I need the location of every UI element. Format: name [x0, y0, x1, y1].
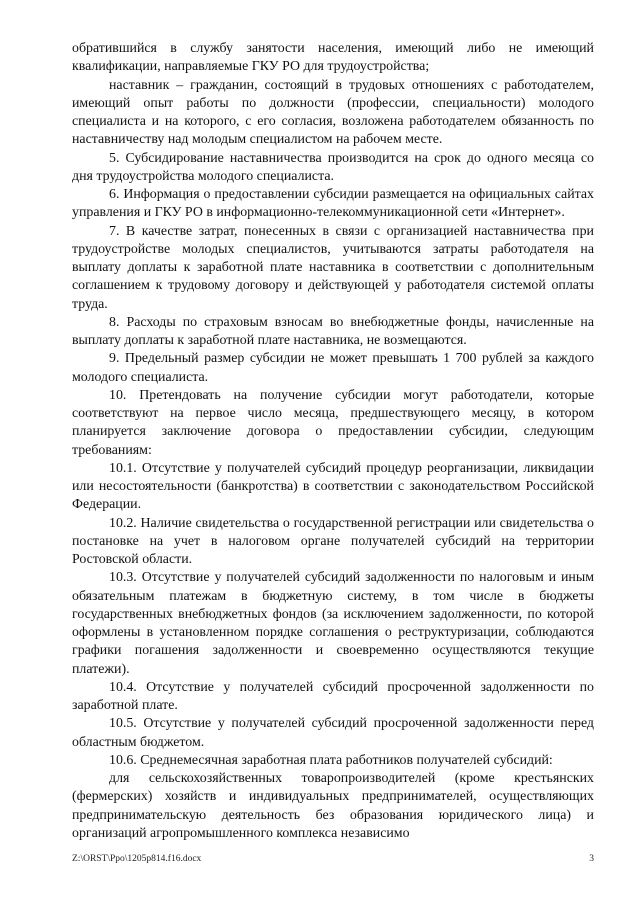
- paragraph-7: 9. Предельный размер субсидии не может превышать 1 700 рублей за каждого молодого специалиста.: [72, 351, 594, 385]
- paragraph-13: 10.5. Отсутствие у получателей субсидий просроченной задолженности перед областным бюджетом.: [72, 716, 594, 750]
- paragraph-9: 10.1. Отсутствие у получателей субсидий процедур реорганизации, ликвидации или несостоятельности (банкротства) в соответствии с законодательством Российской Федерации.: [72, 460, 594, 513]
- paragraph-1: обратившийся в службу занятости населения, имеющий либо не имеющий квалификации, направляемые ГКУ РО для трудоустройства;: [72, 41, 594, 75]
- paragraph-2: наставник – гражданин, состоящий в трудовых отношениях с работодателем, имеющий опыт работы по должности (профессии, специальности) молодого специалиста и на которого, с его согласия, возложена работодателем обязанность по наставничеству над молодым специалистом на рабочем месте.: [72, 77, 594, 148]
- paragraph-11: 10.3. Отсутствие у получателей субсидий задолженности по налоговым и иным обязательным платежам в бюджетную систему, в том числе в бюджеты государственных внебюджетных фондов (за исключением задолженности, по которой оформлены в установленном порядке соглашения о реструктуризации, соблюдаются графики погашения задолженности и своевременно осуществляются текущие платежи).: [72, 570, 594, 677]
- paragraph-12: 10.4. Отсутствие у получателей субсидий просроченной задолженности по заработной плате.: [72, 679, 594, 713]
- page-number: 3: [589, 854, 594, 864]
- paragraph-4: 6. Информация о предоставлении субсидии размещается на официальных сайтах управления и ГКУ РО в информационно-телекоммуникационной сети «Интернет».: [72, 187, 594, 221]
- paragraph-10: 10.2. Наличие свидетельства о государственной регистрации или свидетельства о постановке на учет в налоговом органе получателей субсидий на территории Ростовской области.: [72, 515, 594, 567]
- paragraph-15: для сельскохозяйственных товаропроизводителей (кроме крестьянских (фермерских) хозяйств и индивидуальных предпринимателей, осуществляющих предпринимательскую деятельность без образования юридического лица) и организаций агропромышленного комплекса независимо: [72, 771, 594, 841]
- paragraph-8: 10. Претендовать на получение субсидии могут работодатели, которые соответствуют на первое число месяца, предшествующего месяцу, в котором планируется заключение договора о предоставлении субсидии, следующим требованиям:: [72, 387, 594, 458]
- paragraph-6: 8. Расходы по страховым взносам во внебюджетные фонды, начисленные на выплату доплаты к заработной плате наставника, не возмещаются.: [72, 314, 594, 348]
- paragraph-3: 5. Субсидирование наставничества производится на срок до одного месяца со дня трудоустройства молодого специалиста.: [72, 150, 594, 184]
- document-body: [72, 40, 594, 843]
- paragraph-5: 7. В качестве затрат, понесенных в связи с организацией наставничества при трудоустройстве молодых специалистов, учитываются затраты работодателя на выплату доплаты к заработной плате наставника в соответствии с дополнительным соглашением к трудовому договору и действующей у работодателя системой оплаты труда.: [72, 223, 594, 312]
- paragraph-14: 10.6. Среднемесячная заработная плата работников получателей субсидий:: [109, 752, 553, 768]
- file-path: Z:\ORST\Ppo\1205p814.f16.docx: [72, 854, 202, 864]
